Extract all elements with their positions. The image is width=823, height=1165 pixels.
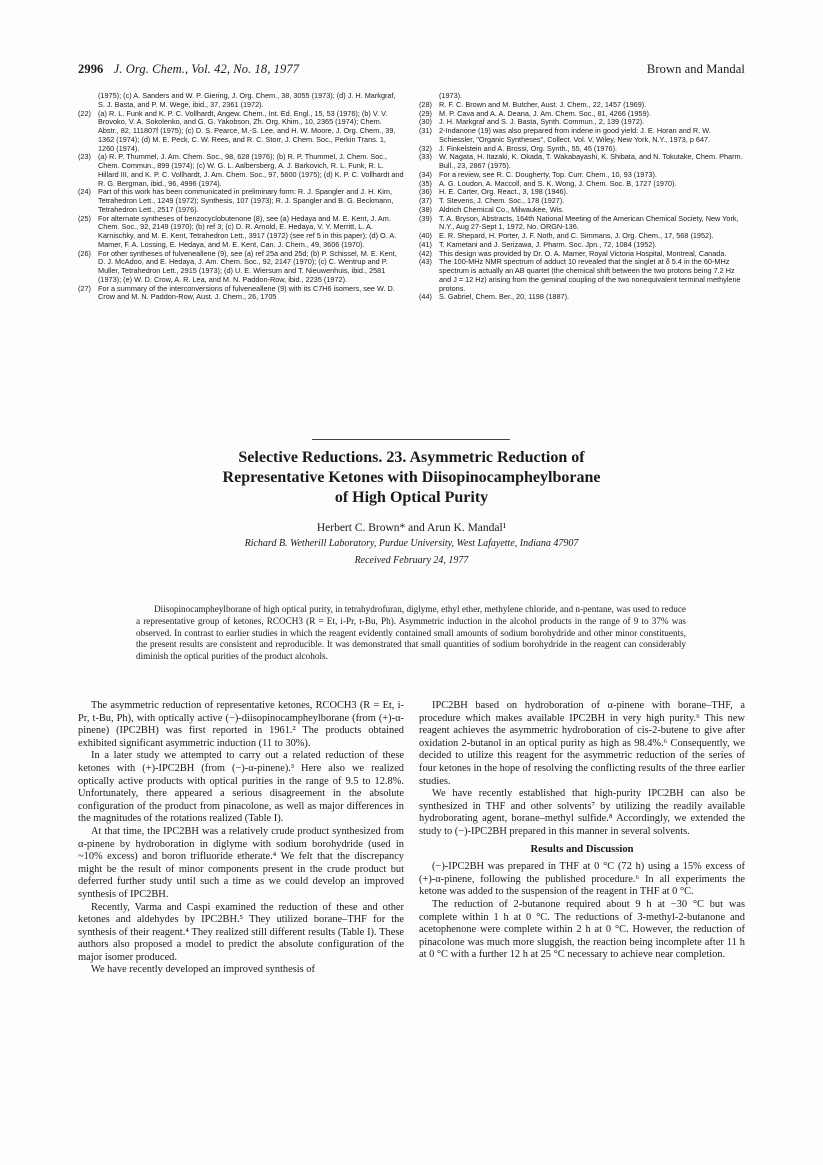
reference-text: T. Stevens, J. Chem. Soc., 178 (1927).: [439, 196, 565, 205]
reference-text: The 100-MHz NMR spectrum of adduct 10 revealed that the singlet at δ 5.4 in the 60-MHz spectrum is actually an AB quartet (the chemical shift between the two protons being 7.2 Hz and J = 12 Hz) arising from the geminal coupling of the two nonequivalent terminal methylene protons.: [439, 257, 741, 293]
reference-item: [419, 215, 745, 233]
article-header: [78, 448, 745, 566]
reference-text: (1975); (c) A. Sanders and W. P. Giering, J. Org. Chem., 38, 3055 (1973); (d) J. H. Markgraf, S. J. Basta, and P. M. Wege, ibid., 37, 2361 (1972).: [98, 91, 396, 109]
journal-citation: J. Org. Chem., Vol. 42, No. 18, 1977: [113, 62, 300, 76]
reference-text: (1973).: [439, 91, 463, 100]
section-divider: [312, 439, 510, 440]
reference-text: 2-Indanone (19) was also prepared from indene in good yield: J. E. Horan and R. W. Schiessler, "Organic Syntheses", Collect. Vol. V, Wiley, New York, N.Y., 1973, p 647.: [439, 126, 711, 144]
article-authors: Herbert C. Brown* and Arun K. Mandal¹: [316, 522, 507, 534]
page-header: [78, 62, 745, 77]
reference-number: (35): [419, 178, 432, 188]
reference-number: (31): [419, 126, 432, 135]
body-paragraph: At that time, the IPC2BH was a relatively crude product synthesized from α-pinene by hydroboration in diglyme with sodium borohydride (used in ~10% excess) and boron trifluoride etherate.⁴ We felt that the discrepancy might be the result of minor components present in the crude product but deferred further study until such a time as we could develop an improved synthesis of IPC2BH.: [78, 825, 404, 900]
reference-text: Aldrich Chemical Co., Milwaukee, Wis.: [439, 204, 564, 214]
running-head: Brown and Mandal: [646, 62, 745, 76]
header-left: [78, 62, 306, 77]
reference-text: J. H. Markgraf and S. J. Basta, Synth. Commun., 2, 139 (1972).: [439, 117, 645, 127]
received-date: Received February 24, 1977: [354, 555, 469, 566]
reference-number: (27): [78, 283, 91, 293]
reference-item: [78, 215, 404, 250]
body-paragraph: The asymmetric reduction of representative ketones, RCOCH3 (R = Et, i-Pr, t-Bu, Ph), with optically active (−)-diisopinocampheylborane (from (+)-α-pinene) (IPC2BH) was first reported in 1961.² The products obtained exhibited significant asymmetric induction (11 to 30%).: [78, 700, 404, 749]
reference-item: [78, 285, 404, 303]
reference-number: (32): [419, 143, 432, 153]
reference-text: H. E. Carter, Org. React., 3, 198 (1946).: [439, 187, 568, 197]
body-left-column: [78, 700, 404, 977]
title-line: Selective Reductions. 23. Asymmetric Reduction of: [238, 449, 585, 466]
title-line: of High Optical Purity: [334, 489, 489, 506]
reference-number: (34): [419, 169, 432, 179]
body-paragraph: Recently, Varma and Caspi examined the reduction of these and other ketones and aldehydes by IPC2BH.⁵ They utilized borane–THF for the synthesis of their reagent.⁴ They realized still different results (Table I). These authors also proposed a model to predict the absolute configuration of the major isomer produced.: [78, 901, 404, 963]
reference-number: (39): [419, 213, 432, 223]
references-right-column: [419, 92, 745, 302]
page-number: 2996: [78, 62, 104, 76]
body-paragraph: (−)-IPC2BH was prepared in THF at 0 °C (72 h) using a 15% excess of (+)-α-pinene, following the published procedure.⁶ In all experiments the ketone was added to the suspension of the reagent in THF at 0 °C.: [419, 861, 745, 898]
body-paragraph: The reduction of 2-butanone required about 9 h at −30 °C but was complete within 1 h at 0 °C. The reductions of 3-methyl-2-butanone and acetophenone were complete within 2 h at 0 °C. However, the reduction of pinacolone was much more sluggish, the reaction being incomplete after 11 h at 0 °C with a further 12 h at 25 °C necessary to achieve near completion.: [419, 898, 745, 961]
body-paragraph: IPC2BH based on hydroboration of α-pinene with borane–THF, a procedure which makes available IPC2BH in very high purity.⁶ This new reagent achieves the asymmetric hydroboration of cis-2-butene to give after oxidation 2-butanol in an optical purity as high as 98.4%.⁶ Consequently, we decided to utilize this reagent for the asymmetric reduction of the series of four ketones in the hope of resolving the conflicting results of the three earlier studies.: [419, 700, 745, 787]
reference-text: This design was provided by Dr. O. A. Mamer, Royal Victoria Hospital, Montreal, Canada.: [439, 248, 727, 258]
reference-number: [78, 92, 98, 110]
reference-item: [419, 127, 745, 145]
reference-text: For other syntheses of fulveneallene (9), see (a) ref 25a and 25d; (b) P. Schissel, M. E. Kent, D. J. McAdoo, and E. Hedaya, J. Am. Chem. Soc., 92, 2147 (1970); (c) C. Wentrup and P. Muller, Tetrahedron Lett., 2915 (1973); (d) U. E. Wiersum and T. Nieuwenhuis, ibid., 2581 (1973); (e) W. D. Crow, A. R. Lea, and M. N. Paddon-Row, ibid., 2235 (1972).: [98, 248, 397, 284]
reference-number: (26): [78, 248, 91, 258]
reference-number: (38): [419, 204, 432, 214]
article-affiliation: Richard B. Wetherill Laboratory, Purdue University, West Lafayette, Indiana 47907: [244, 538, 579, 549]
reference-number: (37): [419, 196, 432, 205]
reference-text: T. A. Bryson, Abstracts, 164th National Meeting of the American Chemical Society, New York, N.Y., Aug 27-Sept 1, 1972, No. ORGN-136.: [439, 213, 739, 232]
reference-number: (23): [78, 152, 91, 162]
reference-text: T. Kametani and J. Serizawa, J. Pharm. Soc. Jpn., 72, 1084 (1952).: [439, 239, 657, 249]
section-heading: Results and Discussion: [530, 843, 634, 855]
body-paragraph: In a later study we attempted to carry out a related reduction of these ketones with (+)-IPC2BH (from (−)-α-pinene).³ Here also we realized optically active products with optical purities in the range of 9.5 to 12.8%. Unfortunately, there appeared a serious disagreement in the absolute configuration of the product from pinacolone, as well as major differences in the magnitudes of the rotations realized (Table I).: [78, 750, 404, 825]
reference-item: [78, 188, 404, 214]
reference-number: (28): [419, 99, 432, 109]
reference-number: (25): [78, 213, 91, 223]
reference-text: A. G. Loudon, A. Maccoll, and S. K. Wong, J. Chem. Soc. B, 1727 (1970).: [439, 178, 677, 188]
body-paragraph: We have recently developed an improved synthesis of: [91, 964, 315, 976]
reference-number: (44): [419, 292, 432, 302]
reference-text: For a review, see R. C. Dougherty, Top. Curr. Chem., 10, 93 (1973).: [439, 169, 657, 179]
reference-item: [419, 153, 745, 171]
section-paragraphs: [419, 861, 745, 962]
reference-text: (a) R. P. Thummel, J. Am. Chem. Soc., 98, 628 (1976); (b) R. P. Thummel, J. Chem. Soc., Chem. Commun., 899 (1974); (c) W. G. L. Aalbersberg, A. J. Barkovich, R. L. Funk, R. L. Hillard III, and K. P. C. Vollhardt, J. Am. Chem. Soc., 97, 5600 (1975); (d) K. P. C. Vollhardt and R. G. Bergman, ibid., 96, 4996 (1974).: [98, 152, 404, 188]
reference-number: (30): [419, 117, 432, 127]
reference-number: (36): [419, 187, 432, 197]
article-title: [78, 448, 745, 508]
reference-text: Part of this work has been communicated in preliminary form: R. J. Spangler and J. H. Kim, Tetrahedron Lett., 1249 (1972); Synthesis, 107 (1973); R. J. Spangler and B. G. Beckmann, Tetrahedron Lett., 2517 (1976).: [98, 187, 394, 214]
reference-text: (a) R. L. Funk and K. P. C. Vollhardt, Angew. Chem., Int. Ed. Engl., 15, 53 (1976); (b) V. V. Brovoko, V. A. Sokolenko, and G. G. Yakobson, Zh. Org. Khim., 10, 2365 (1974); Chem. Abstr., 82, 111807f (1975); (c) D. S. Pearce, M.-S. Lee, and H. W. Moore, J. Org. Chem., 39, 1362 (1974); (d) M. E. Peck, C. W. Rees, and R. C. Storr, J. Chem. Soc., Perkin Trans. 1, 1260 (1974).: [98, 108, 396, 153]
reference-number: (22): [78, 108, 91, 118]
reference-item: [78, 250, 404, 285]
reference-text: J. Finkelstein and A. Brossi, Org. Synth., 55, 45 (1976).: [439, 143, 618, 153]
reference-number: (43): [419, 257, 432, 267]
body-paragraph: We have recently established that high-purity IPC2BH can also be synthesized in THF and other solvents⁷ by utilizing the readily available hydroborating agent, borane–methyl sulfide.⁸ Accordingly, we extended the study to (−)-IPC2BH prepared in this manner in several solvents.: [419, 788, 745, 837]
reference-text: For a summary of the interconversions of fulveneallene (9) with its C7H6 isomers, see W. D. Crow and M. N. Paddon-Row, Aust. J. Chem., 26, 1705: [98, 283, 395, 302]
reference-item: [419, 293, 745, 302]
reference-number: (42): [419, 248, 432, 258]
reference-text: E. R. Shepard, H. Porter, J. F. Noth, and C. Simmans, J. Org. Chem., 17, 568 (1952).: [439, 231, 714, 240]
reference-item: [78, 92, 404, 110]
reference-item: [78, 153, 404, 188]
references-left-column: [78, 92, 404, 302]
reference-text: M. P. Cava and A. A. Deana, J. Am. Chem. Soc., 81, 4266 (1959).: [439, 108, 651, 118]
reference-item: [419, 258, 745, 293]
reference-item: [78, 110, 404, 154]
abstract: Diisopinocampheylborane of high optical purity, in tetrahydrofuran, diglyme, ethyl ether, methylene chloride, and n-pentane, was used to reduce a representative group of ketones, RCOCH3 (R = Et, i-Pr, t-Bu, Ph). Asymmetric induction in the alcohol products in the range of 9 to 37% was observed. In contrast to earlier studies in which the reagent evidently contained small amounts of sodium borohydride and other minor constituents, the present results are consistent and reproducible. It was demonstrated that small quantities of sodium borohydride in the reagent can considerably diminish the optical purities of the product alcohols.: [136, 604, 686, 662]
body-right-paragraphs: [419, 700, 745, 839]
reference-number: (24): [78, 187, 91, 197]
references-section: [78, 92, 745, 302]
reference-number: (40): [419, 231, 432, 240]
reference-number: (33): [419, 152, 432, 162]
reference-text: R. F. C. Brown and M. Butcher, Aust. J. Chem., 22, 1457 (1969).: [439, 99, 647, 109]
reference-text: S. Gabriel, Chem. Ber., 20, 1198 (1887).: [439, 292, 570, 302]
reference-number: (29): [419, 108, 432, 118]
reference-text: W. Nagata, H. Itazaki, K. Okada, T. Wakabayashi, K. Shibata, and N. Tokutake, Chem. Pharm. Bull., 23, 2867 (1975).: [439, 152, 743, 170]
reference-number: (41): [419, 239, 432, 249]
title-line: Representative Ketones with Diisopinocampheylborane: [222, 469, 601, 486]
body-right-column: [419, 700, 745, 962]
reference-text: For alternate syntheses of benzocyclobutenone (8), see (a) Hedaya and M. E. Kent, J. Am. Chem. Soc., 92, 2149 (1970); (b) ref 3; (c) D. R. Arnold, E. Hedaya, V. Y. Merritt, L. A. Karnischky, and M. E. Kent, Tetrahedron Lett., 3917 (1972) (see ref 5 in this paper); (d) O. A. Mamer, F. A. Lossing, E. Hedaya, and M. E. Kent, Can. J. Chem., 49, 3606 (1970).: [98, 213, 397, 249]
